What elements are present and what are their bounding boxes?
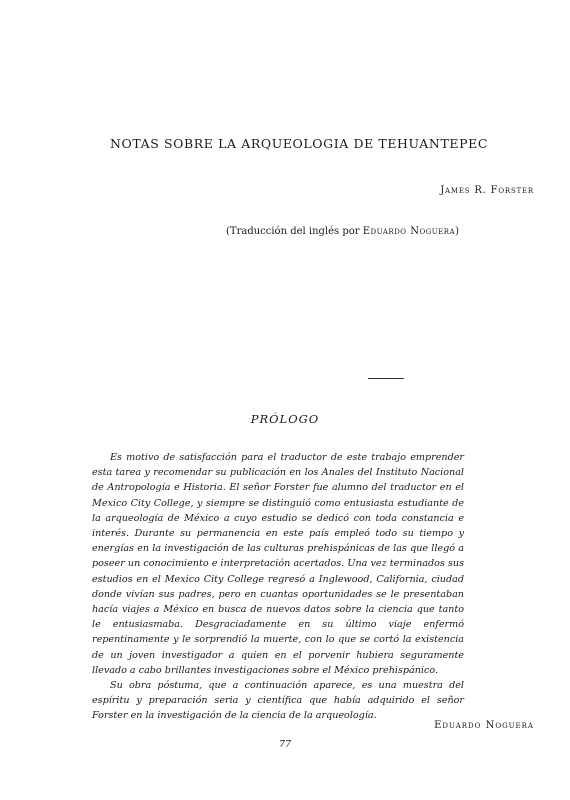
translation-suffix: )	[455, 226, 460, 237]
prologue-paragraph-2: Su obra póstuma, que a continuación aparece, es una muestra del espíritu y preparación seria y científica que había adquirido el señor Forster en la investigación de la ciencia de la arqueología.	[92, 680, 464, 722]
page-number: 77	[278, 739, 292, 750]
separator-rule	[368, 378, 404, 379]
prologue-signature: Eduardo Noguera	[434, 720, 534, 731]
translation-prefix: (Traducción del inglés por	[226, 226, 363, 237]
translation-credit	[226, 226, 459, 237]
prologue-body	[92, 450, 464, 724]
prologue-paragraph-1: Es motivo de satisfacción para el traductor de este trabajo emprender esta tarea y recomendar su publicación en los Anales del Instituto Nacional de Antropología e Historia. El señor Forster fue alumno del traductor en el Mexico City College, y siempre se distinguió como entusiasta estudiante de la arqueología de México a cuyo estudio se dedicó con toda constancia e interés. Durante su permanencia en este país empleó todo su tiempo y energías en la investigación de las culturas prehispánicas de las que llegó a poseer un conocimiento e interpretación acertados. Una vez terminados sus estudios en el Mexico City College regresó a Inglewood, California, ciudad donde vivían sus padres, pero en cuantas oportunidades se le presentaban hacía viajes a México en busca de nuevos datos sobre la ciencia que tanto le entusiasmaba. Desgraciadamente en su último viaje enfermó repentinamente y le sorprendió la muerte, con lo que se cortó la existencia de un joven investigador a quien en el porvenir hubiera seguramente llevado a cabo brillantes investigaciones sobre el México prehispánico.	[92, 452, 464, 676]
prologue-heading: PRÓLOGO	[250, 412, 320, 426]
article-author: James R. Forster	[440, 185, 534, 196]
article-title: NOTAS SOBRE LA ARQUEOLOGIA DE TEHUANTEPEC	[110, 136, 489, 151]
translator-name: Eduardo Noguera	[362, 226, 456, 237]
